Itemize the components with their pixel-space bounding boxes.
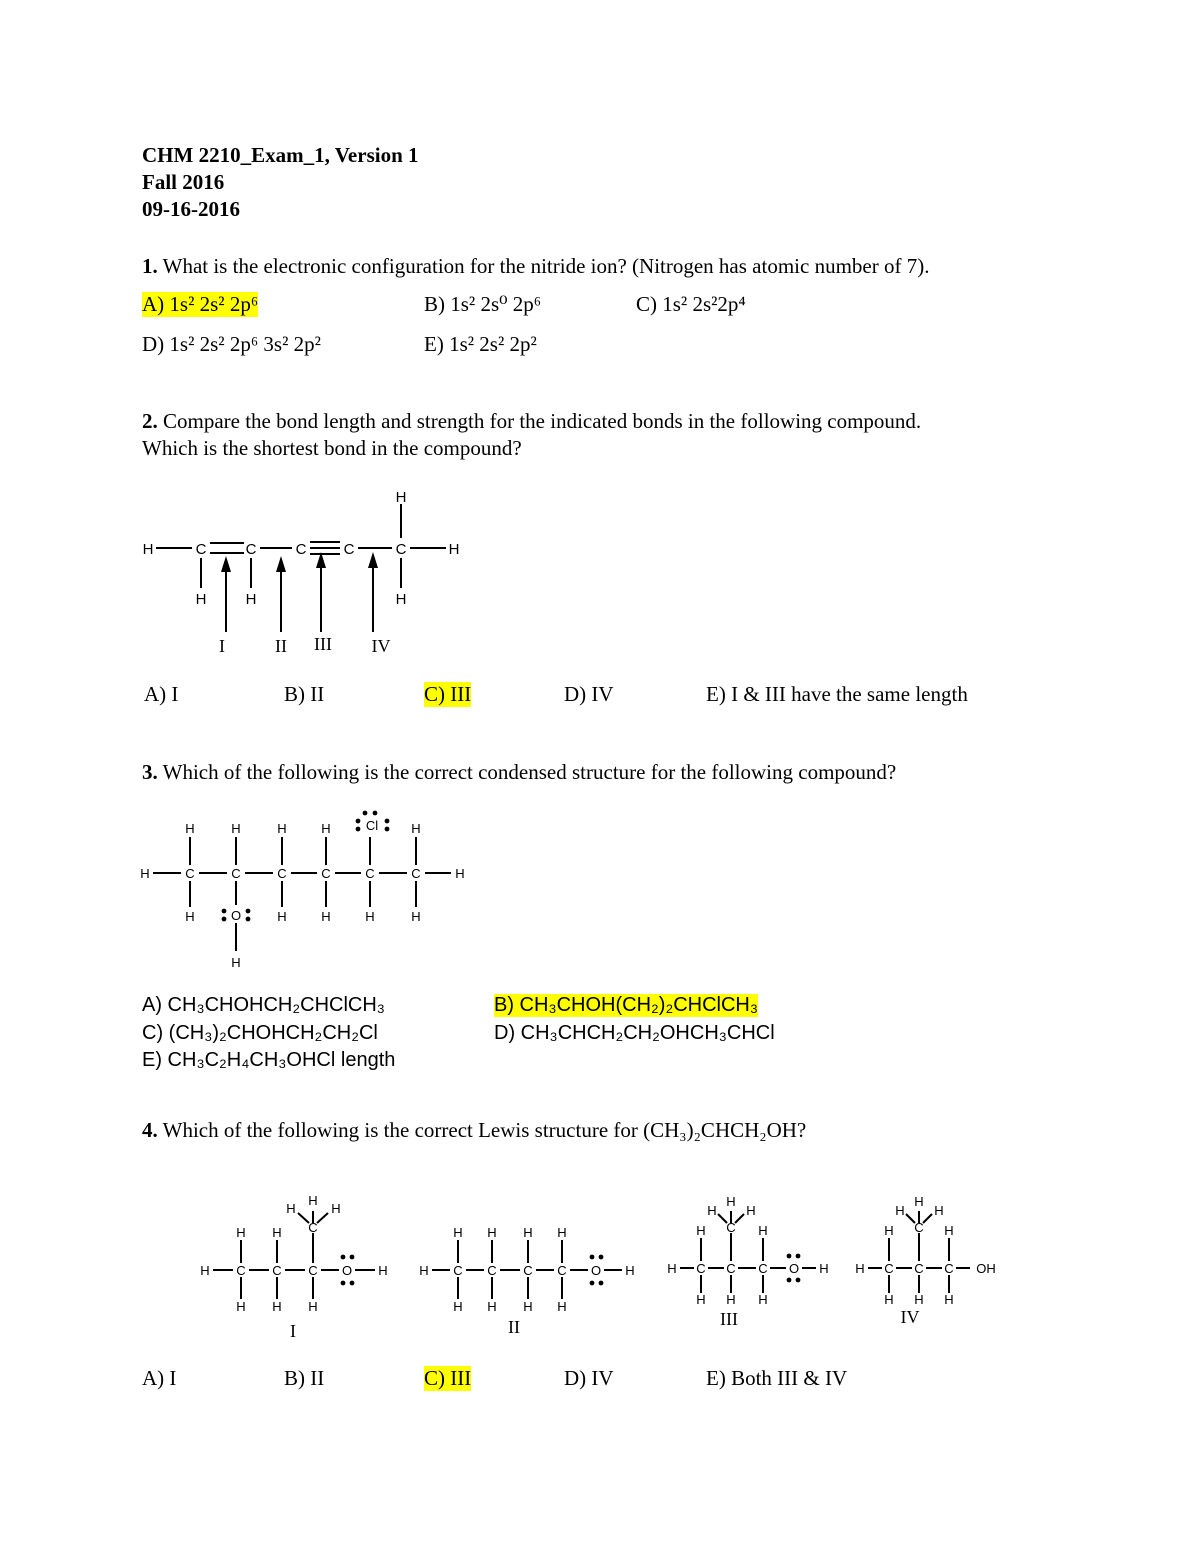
q4-atom-c: C bbox=[726, 1261, 736, 1276]
q2-atom-h: H bbox=[448, 541, 460, 558]
q4-atom-h: H bbox=[746, 1203, 756, 1218]
q4-atom-h: H bbox=[934, 1203, 944, 1218]
q4-atom-h: H bbox=[523, 1299, 533, 1314]
q4-option-c: C) III bbox=[424, 1366, 472, 1390]
q4-atom-oh: OH bbox=[976, 1261, 996, 1276]
q3-option-d: D) CH₃CHCH₂CH₂OHCH₃CHCl bbox=[494, 1022, 775, 1044]
q3-atom-h: H bbox=[365, 909, 375, 924]
q4-atom-h: H bbox=[453, 1299, 463, 1314]
q1-option-d: D) 1s² 2s² 2p⁶ 3s² 2p² bbox=[142, 332, 321, 356]
q3-atom-h: H bbox=[231, 955, 241, 970]
q4-atom-h: H bbox=[378, 1263, 388, 1278]
q4-atom-c: C bbox=[487, 1263, 497, 1278]
question-4 bbox=[142, 1118, 806, 1143]
q4-atom-c: C bbox=[557, 1263, 567, 1278]
q4-atom-h: H bbox=[487, 1225, 497, 1240]
question-4-text: Which of the following is the correct Lewis structure for (CH₃)₂CHCH₂OH? bbox=[162, 1118, 807, 1142]
q3-atom-h: H bbox=[321, 909, 331, 924]
q4-atom-c: C bbox=[236, 1263, 246, 1278]
q3-atom-c: C bbox=[231, 866, 241, 881]
q3-option-c: C) (CH₃)₂CHOHCH₂CH₂Cl bbox=[142, 1022, 378, 1044]
q4-option-a: A) I bbox=[142, 1366, 177, 1390]
q4-atom-h: H bbox=[236, 1299, 246, 1314]
question-3-text: Which of the following is the correct condensed structure for the following compound? bbox=[162, 760, 897, 784]
q3-atom-c: C bbox=[321, 866, 331, 881]
q4-atom-h: H bbox=[557, 1299, 567, 1314]
q3-atom-h: H bbox=[231, 821, 241, 836]
question-4-number: 4. bbox=[142, 1118, 158, 1142]
q4-option-d: D) IV bbox=[564, 1366, 614, 1390]
q4-atom-h: H bbox=[944, 1292, 954, 1307]
q4-atom-h: H bbox=[286, 1201, 296, 1216]
q4-atom-c: C bbox=[272, 1263, 282, 1278]
q4-structure-label-1: I bbox=[290, 1321, 296, 1341]
q4-structure-label-3: III bbox=[720, 1309, 738, 1329]
q4-structure-4 bbox=[850, 1185, 1030, 1345]
q2-atom-h: H bbox=[245, 591, 257, 608]
q2-atom-h: H bbox=[195, 591, 207, 608]
q4-atom-h: H bbox=[758, 1292, 768, 1307]
q4-atom-c: C bbox=[914, 1220, 924, 1235]
q1-option-c: C) 1s² 2s²2p⁴ bbox=[636, 292, 746, 316]
q4-atom-h: H bbox=[819, 1261, 829, 1276]
q4-atom-c: C bbox=[453, 1263, 463, 1278]
q4-atom-c: C bbox=[884, 1261, 894, 1276]
question-3 bbox=[142, 760, 896, 785]
q1-option-a: A) 1s² 2s² 2p⁶ bbox=[142, 292, 259, 316]
q4-atom-c: C bbox=[726, 1220, 736, 1235]
q3-atom-h: H bbox=[185, 909, 195, 924]
q2-option-b: B) II bbox=[284, 682, 325, 706]
q4-atom-h: H bbox=[884, 1292, 894, 1307]
q3-atom-h: H bbox=[321, 821, 331, 836]
q3-atom-c: C bbox=[365, 866, 375, 881]
q4-structure-2 bbox=[412, 1185, 642, 1345]
q4-atom-h: H bbox=[419, 1263, 429, 1278]
q4-atom-h: H bbox=[272, 1299, 282, 1314]
q2-arrow-label-3: III bbox=[314, 634, 332, 654]
q3-atom-h: H bbox=[411, 821, 421, 836]
q1-option-e: E) 1s² 2s² 2p² bbox=[424, 332, 537, 356]
q3-atom-h: H bbox=[411, 909, 421, 924]
q4-structure-1 bbox=[195, 1185, 395, 1345]
q4-atom-h: H bbox=[696, 1223, 706, 1238]
q4-atom-c: C bbox=[523, 1263, 533, 1278]
q4-atom-c: C bbox=[696, 1261, 706, 1276]
q4-atom-c: C bbox=[914, 1261, 924, 1276]
q3-atom-h: H bbox=[277, 909, 287, 924]
question-1 bbox=[142, 254, 929, 279]
q4-atom-o: O bbox=[590, 1263, 602, 1278]
q4-atom-h: H bbox=[331, 1201, 341, 1216]
q4-atom-h: H bbox=[236, 1225, 246, 1240]
q4-atom-h: H bbox=[895, 1203, 905, 1218]
question-3-number: 3. bbox=[142, 760, 158, 784]
q4-atom-h: H bbox=[758, 1223, 768, 1238]
q4-atom-h: H bbox=[696, 1292, 706, 1307]
q4-atom-h: H bbox=[625, 1263, 635, 1278]
question-1-text: What is the electronic configuration for the nitride ion? (Nitrogen has atomic number of 7). bbox=[162, 254, 930, 278]
q4-atom-h: H bbox=[667, 1261, 677, 1276]
q3-structure-diagram bbox=[135, 805, 480, 975]
q4-atom-h: H bbox=[707, 1203, 717, 1218]
q2-option-c: C) III bbox=[424, 682, 472, 706]
q3-atom-o: O bbox=[230, 908, 242, 923]
exam-title: CHM 2210_Exam_1, Version 1 bbox=[142, 143, 419, 167]
q4-structure-label-2: II bbox=[508, 1317, 520, 1337]
q4-atom-h: H bbox=[557, 1225, 567, 1240]
exam-date: 09-16-2016 bbox=[142, 197, 240, 221]
q1-option-b: B) 1s² 2s⁰ 2p⁶ bbox=[424, 292, 542, 316]
q4-atom-h: H bbox=[944, 1223, 954, 1238]
q3-atom-h: H bbox=[455, 866, 465, 881]
q2-arrow-label-2: II bbox=[275, 636, 287, 656]
q3-option-e: E) CH₃C₂H₄CH₃OHCl length bbox=[142, 1049, 396, 1071]
q4-atom-h: H bbox=[487, 1299, 497, 1314]
q4-atom-h: H bbox=[272, 1225, 282, 1240]
q4-atom-h: H bbox=[884, 1223, 894, 1238]
q4-atom-h: H bbox=[914, 1194, 924, 1209]
q4-atom-h: H bbox=[726, 1292, 736, 1307]
question-1-number: 1. bbox=[142, 254, 158, 278]
q3-atom-c: C bbox=[185, 866, 195, 881]
q4-structure-label-4: IV bbox=[900, 1307, 920, 1327]
q3-atom-cl: Cl bbox=[365, 818, 379, 833]
q2-option-d: D) IV bbox=[564, 682, 614, 706]
q4-structure-3 bbox=[660, 1185, 840, 1345]
q4-atom-h: H bbox=[914, 1292, 924, 1307]
q2-atom-h: H bbox=[395, 489, 407, 506]
q4-atom-c: C bbox=[944, 1261, 954, 1276]
q2-atom-c2: C bbox=[245, 541, 257, 558]
q4-atom-h: H bbox=[453, 1225, 463, 1240]
q4-atom-c: C bbox=[308, 1220, 318, 1235]
q3-option-a: A) CH₃CHOHCH₂CHClCH₃ bbox=[142, 994, 385, 1016]
q3-atom-h: H bbox=[140, 866, 150, 881]
q2-arrow-label-1: I bbox=[219, 636, 225, 656]
q3-option-b: B) CH₃CHOH(CH₂)₂CHClCH₃ bbox=[494, 994, 759, 1016]
q2-atom-c5: C bbox=[395, 541, 407, 558]
q4-atom-h: H bbox=[726, 1194, 736, 1209]
question-2-text-line2: Which is the shortest bond in the compound? bbox=[142, 436, 522, 460]
q2-option-a: A) I bbox=[144, 682, 179, 706]
q2-atom-h: H bbox=[142, 541, 154, 558]
q4-atom-c: C bbox=[308, 1263, 318, 1278]
q3-atom-h: H bbox=[185, 821, 195, 836]
q2-atom-c3: C bbox=[295, 541, 307, 558]
question-2-number: 2. bbox=[142, 409, 158, 433]
q3-atom-h: H bbox=[277, 821, 287, 836]
q4-atom-o: O bbox=[341, 1263, 353, 1278]
q4-atom-h: H bbox=[200, 1263, 210, 1278]
q4-atom-c: C bbox=[758, 1261, 768, 1276]
exam-term: Fall 2016 bbox=[142, 170, 225, 194]
q2-arrow-label-4: IV bbox=[371, 636, 391, 656]
q2-atom-h: H bbox=[395, 591, 407, 608]
q2-atom-c1: C bbox=[195, 541, 207, 558]
q2-structure-diagram bbox=[130, 480, 490, 660]
q4-atom-h: H bbox=[523, 1225, 533, 1240]
q4-option-b: B) II bbox=[284, 1366, 325, 1390]
q4-atom-h: H bbox=[308, 1193, 318, 1208]
q4-option-e: E) Both III & IV bbox=[706, 1366, 848, 1390]
q2-atom-c4: C bbox=[343, 541, 355, 558]
q4-atom-h: H bbox=[308, 1299, 318, 1314]
question-2 bbox=[142, 409, 921, 434]
q4-atom-o: O bbox=[788, 1261, 800, 1276]
q3-atom-c: C bbox=[277, 866, 287, 881]
q3-atom-c: C bbox=[411, 866, 421, 881]
q4-atom-h: H bbox=[855, 1261, 865, 1276]
q2-option-e: E) I & III have the same length bbox=[706, 682, 968, 706]
question-2-text-line1: Compare the bond length and strength for the indicated bonds in the following compound. bbox=[163, 409, 922, 433]
